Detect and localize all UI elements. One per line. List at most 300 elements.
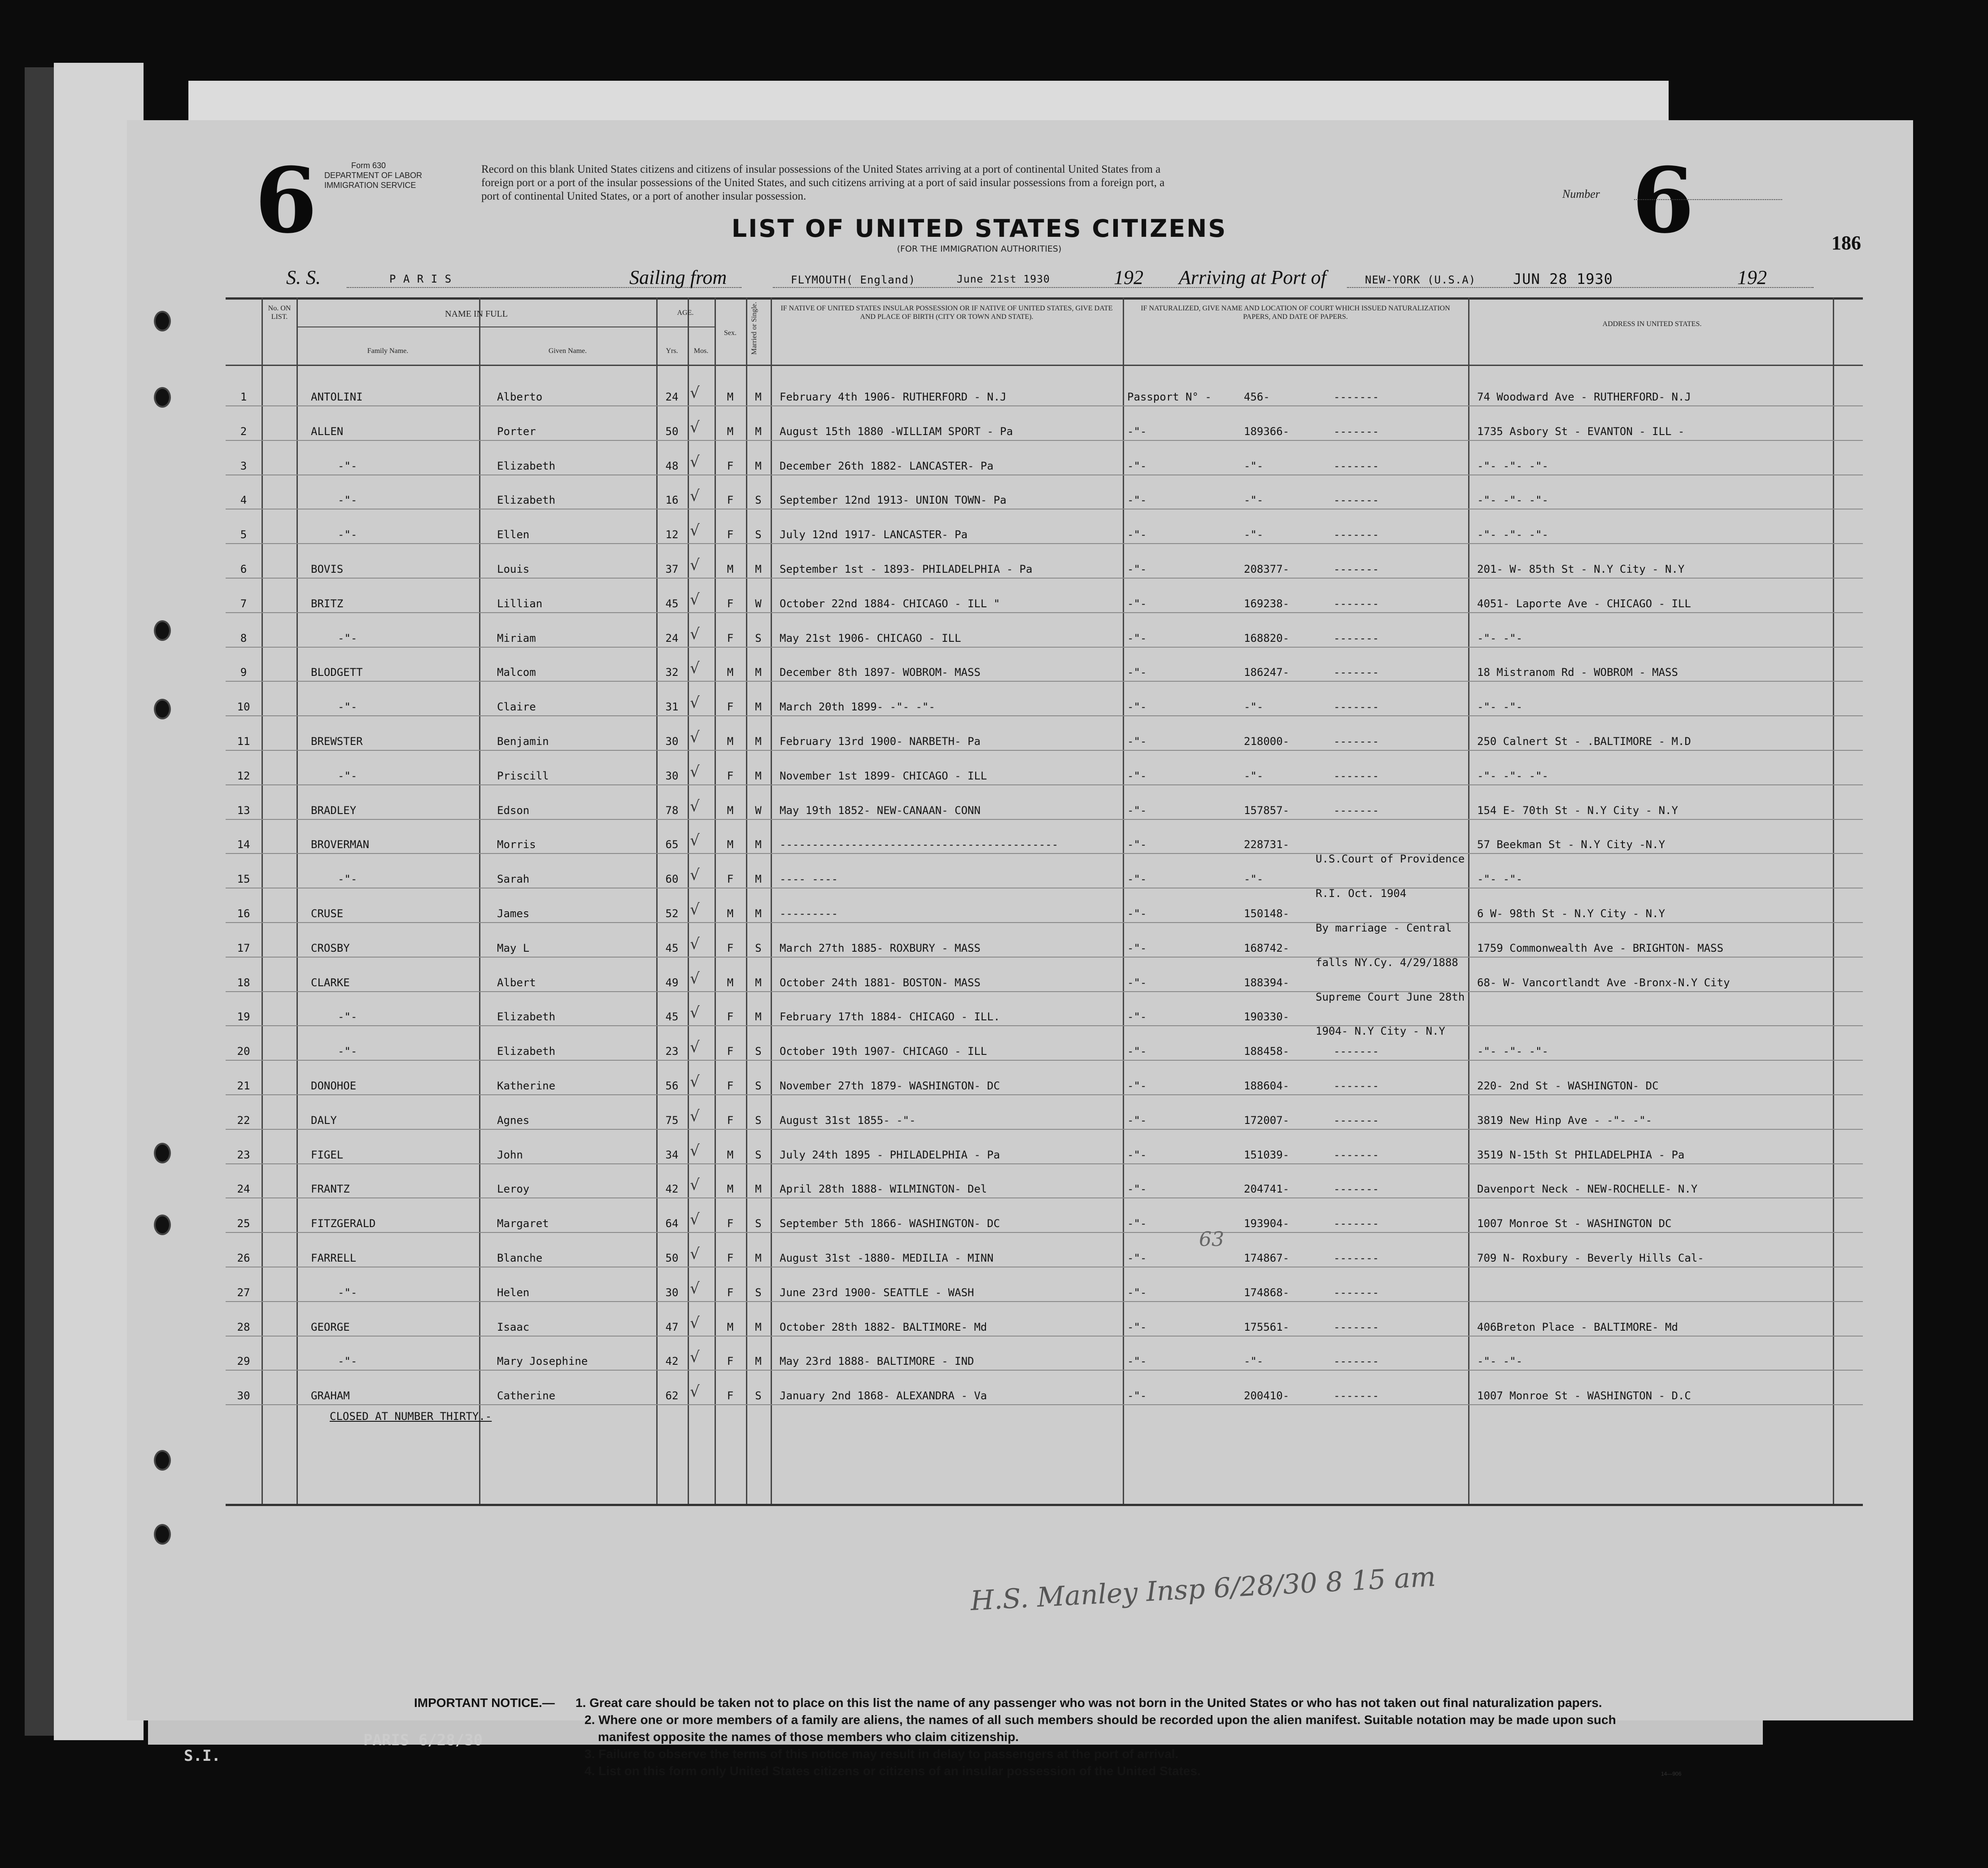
cell-pass: -"-: [1127, 1148, 1147, 1161]
cell-court: -------: [1334, 701, 1379, 714]
cell-birth: February 17th 1884- CHICAGO - ILL.: [780, 1010, 1000, 1023]
cell-paper: -"-: [1244, 494, 1264, 507]
header-given-name: Given Name.: [548, 347, 587, 355]
form-id: Form 630: [351, 161, 386, 170]
cell-no: 18: [237, 976, 250, 989]
arrival-date: JUN 28 1930: [1513, 270, 1613, 287]
cell-no: 21: [237, 1080, 250, 1092]
cell-family: BLODGETT: [311, 666, 363, 679]
cell-sex: F: [727, 1010, 734, 1023]
cell-paper: -"-: [1244, 873, 1264, 886]
cell-ms: M: [755, 838, 762, 851]
cell-paper: 188394-: [1244, 976, 1290, 989]
row-divider: [226, 612, 1863, 613]
cell-given: Elizabeth: [497, 459, 556, 472]
cell-given: Claire: [497, 701, 536, 714]
cell-no: 20: [237, 1045, 250, 1058]
cell-pass: -"-: [1127, 425, 1147, 438]
cell-age: 16: [665, 494, 679, 507]
cell-age: 12: [665, 528, 679, 541]
cell-ms: M: [755, 666, 762, 679]
cell-no: 3: [240, 459, 247, 472]
cell-age: 23: [665, 1045, 679, 1058]
row-divider: [226, 853, 1863, 854]
cell-ms: S: [755, 631, 762, 644]
form-code: 14—906: [1661, 1771, 1682, 1777]
row-divider: [226, 1370, 1863, 1371]
cell-family: ANTOLINI: [311, 391, 363, 403]
cell-given: Edson: [497, 804, 530, 817]
cell-address: 154 E- 70th St - N.Y City - N.Y: [1477, 804, 1678, 817]
header-family-name: Family Name.: [367, 347, 409, 355]
cell-no: 7: [240, 597, 247, 610]
cell-paper: 188458-: [1244, 1045, 1290, 1058]
cell-family: DONOHOE: [311, 1080, 357, 1092]
cell-address: 4051- Laporte Ave - CHICAGO - ILL: [1477, 597, 1691, 610]
ss-label: S. S.: [286, 266, 321, 288]
cell-pass: -"-: [1127, 459, 1147, 472]
cell-ms: S: [755, 1045, 762, 1058]
cell-pass: -"-: [1127, 1252, 1147, 1264]
cell-family: FARRELL: [311, 1252, 357, 1264]
cell-court: -------: [1334, 1286, 1379, 1299]
cell-court: falls NY.Cy. 4/29/1888: [1316, 956, 1458, 969]
header-name-in-full: NAME IN FULL: [445, 309, 508, 319]
cell-no: 25: [237, 1217, 250, 1230]
col-border: [296, 297, 298, 1504]
form-id-block: [324, 161, 422, 190]
cell-no: 15: [237, 873, 250, 886]
cell-court: -------: [1334, 1320, 1379, 1333]
cell-family: BREWSTER: [311, 735, 363, 748]
cell-family: -"-: [338, 701, 357, 714]
year-suffix-1: 192: [1114, 266, 1143, 288]
row-divider: [226, 1336, 1863, 1337]
row-divider: [226, 957, 1863, 958]
cell-address: -"- -"- -"-: [1477, 1045, 1548, 1058]
cell-court: -------: [1334, 391, 1379, 403]
cell-court: -------: [1334, 563, 1379, 575]
service: IMMIGRATION SERVICE: [324, 181, 416, 190]
cell-age: 42: [665, 1183, 679, 1196]
cell-court: -------: [1334, 1114, 1379, 1127]
cell-family: CLARKE: [311, 976, 350, 989]
cell-sex: F: [727, 941, 734, 954]
punch-hole: [154, 620, 171, 641]
cell-court: -------: [1334, 1355, 1379, 1368]
punch-hole: [154, 387, 171, 408]
cell-birth: November 27th 1879- WASHINGTON- DC: [780, 1080, 1000, 1092]
check-mark: √: [690, 901, 700, 919]
cell-age: 45: [665, 597, 679, 610]
header-age: AGE.: [677, 309, 694, 317]
cell-birth: September 12nd 1913- UNION TOWN- Pa: [780, 494, 1007, 507]
cell-sex: F: [727, 701, 734, 714]
cell-family: -"-: [338, 528, 357, 541]
cell-family: -"-: [338, 1010, 357, 1023]
check-mark: √: [690, 1383, 700, 1401]
cell-family: BROVERMAN: [311, 838, 370, 851]
cell-birth: October 19th 1907- CHICAGO - ILL: [780, 1045, 987, 1058]
cell-ms: M: [755, 1252, 762, 1264]
cell-paper: -"-: [1244, 769, 1264, 782]
closed-note: CLOSED AT NUMBER THIRTY.-: [330, 1410, 492, 1423]
cell-paper: -"-: [1244, 528, 1264, 541]
cell-pass: -"-: [1127, 631, 1147, 644]
cell-sex: M: [727, 907, 734, 920]
cell-family: FIGEL: [311, 1148, 344, 1161]
cell-court: -------: [1334, 769, 1379, 782]
bottom-strip-left: S.I.: [184, 1747, 221, 1765]
cell-ms: M: [755, 563, 762, 575]
cell-family: -"-: [338, 873, 357, 886]
cell-court: -------: [1334, 1252, 1379, 1264]
cell-ms: M: [755, 1320, 762, 1333]
cell-given: May L: [497, 941, 530, 954]
cell-court: -------: [1334, 735, 1379, 748]
cell-paper: 189366-: [1244, 425, 1290, 438]
cell-age: 78: [665, 804, 679, 817]
cell-birth: January 2nd 1868- ALEXANDRA - Va: [780, 1389, 987, 1402]
cell-family: GRAHAM: [311, 1389, 350, 1402]
inspector-signature: H.S. Manley Insp 6/28/30 8 15 am: [969, 1561, 1437, 1617]
row-divider: [226, 681, 1863, 682]
cell-age: 62: [665, 1389, 679, 1402]
cell-age: 30: [665, 735, 679, 748]
cell-address: 18 Mistranom Rd - WOBROM - MASS: [1477, 666, 1678, 679]
cell-birth: May 23rd 1888- BALTIMORE - IND: [780, 1355, 974, 1368]
cell-paper: 174868-: [1244, 1286, 1290, 1299]
cell-age: 49: [665, 976, 679, 989]
cell-court: -------: [1334, 1217, 1379, 1230]
notice-line: 2. Where one or more members of a family are aliens, the names of all such members should be recorded upon the alien manifest. Suitable notation may be made upon such: [584, 1713, 1616, 1727]
row-divider: [226, 543, 1863, 544]
cell-pass: -"-: [1127, 1010, 1147, 1023]
cell-address: 406Breton Place - BALTIMORE- Md: [1477, 1320, 1678, 1333]
check-mark: √: [690, 522, 700, 540]
cell-ms: M: [755, 391, 762, 403]
check-mark: √: [690, 1038, 700, 1057]
cell-court: -------: [1334, 1045, 1379, 1058]
cell-pass: -"-: [1127, 769, 1147, 782]
cell-ms: M: [755, 907, 762, 920]
cell-birth: April 28th 1888- WILMINGTON- Del: [780, 1183, 987, 1196]
cell-given: Malcom: [497, 666, 536, 679]
cell-pass: -"-: [1127, 838, 1147, 851]
record-line: foreign port or a port of the insular possessions of the United States, and such citizens arriving at a port of said insular possessions from a foreign port, a: [481, 177, 1165, 189]
cell-ms: S: [755, 1114, 762, 1127]
cell-address: Davenport Neck - NEW-ROCHELLE- N.Y: [1477, 1183, 1698, 1196]
cell-address: 6 W- 98th St - N.Y City - N.Y: [1477, 907, 1665, 920]
cell-family: FRANTZ: [311, 1183, 350, 1196]
cell-no: 11: [237, 735, 250, 748]
check-mark: √: [690, 866, 700, 884]
cell-no: 19: [237, 1010, 250, 1023]
cell-no: 4: [240, 494, 247, 507]
record-line: Record on this blank United States citizens and citizens of insular possessions of the United States arriving at a port of continental United States from a: [481, 163, 1161, 175]
cell-paper: 218000-: [1244, 735, 1290, 748]
cell-family: -"-: [338, 494, 357, 507]
cell-address: -"- -"- -"-: [1477, 459, 1548, 472]
cell-ms: S: [755, 1286, 762, 1299]
cell-sex: F: [727, 597, 734, 610]
cell-court: U.S.Court of Providence: [1316, 853, 1465, 866]
cell-age: 31: [665, 701, 679, 714]
notice-label: IMPORTANT NOTICE.—: [414, 1696, 555, 1710]
row-divider: [226, 440, 1863, 441]
cell-sex: F: [727, 769, 734, 782]
col-border: [1833, 297, 1834, 1504]
cell-address: 201- W- 85th St - N.Y City - N.Y: [1477, 563, 1685, 575]
cell-court: -------: [1334, 528, 1379, 541]
cell-age: 64: [665, 1217, 679, 1230]
cell-sex: M: [727, 666, 734, 679]
punch-hole: [154, 1524, 171, 1545]
cell-family: ALLEN: [311, 425, 344, 438]
year-suffix-2: 192: [1737, 266, 1767, 288]
cell-court: R.I. Oct. 1904: [1316, 887, 1407, 900]
cell-no: 13: [237, 804, 250, 817]
cell-birth: March 20th 1899- -"- -"-: [780, 701, 935, 714]
cell-given: Lillian: [497, 597, 543, 610]
cell-ms: S: [755, 528, 762, 541]
cell-paper: 157857-: [1244, 804, 1290, 817]
row-divider: [226, 750, 1863, 751]
cell-ms: M: [755, 735, 762, 748]
check-mark: √: [690, 694, 700, 712]
cell-court: -------: [1334, 425, 1379, 438]
arrival-port: NEW-YORK (U.S.A): [1365, 274, 1476, 286]
cell-paper: 150148-: [1244, 907, 1290, 920]
cell-paper: 208377-: [1244, 563, 1290, 575]
cell-paper: -"-: [1244, 701, 1264, 714]
cell-address: 68- W- Vancortlandt Ave -Bronx-N.Y City: [1477, 976, 1730, 989]
cell-birth: July 24th 1895 - PHILADELPHIA - Pa: [780, 1148, 1000, 1161]
cell-pass: -"-: [1127, 735, 1147, 748]
punch-hole: [154, 1215, 171, 1235]
cell-sex: F: [727, 1355, 734, 1368]
cell-no: 2: [240, 425, 247, 438]
cell-age: 32: [665, 666, 679, 679]
cell-address: 709 N- Roxbury - Beverly Hills Cal-: [1477, 1252, 1704, 1264]
cell-sex: M: [727, 804, 734, 817]
row-divider: [226, 922, 1863, 923]
cell-pass: -"-: [1127, 563, 1147, 575]
cell-given: Albert: [497, 976, 536, 989]
cell-sex: F: [727, 1114, 734, 1127]
cell-sex: M: [727, 838, 734, 851]
page-title: LIST OF UNITED STATES CITIZENS: [731, 214, 1227, 243]
check-mark: √: [690, 1004, 700, 1022]
cell-given: Agnes: [497, 1114, 530, 1127]
row-divider: [226, 991, 1863, 992]
cell-paper: 175561-: [1244, 1320, 1290, 1333]
check-mark: √: [690, 1348, 700, 1367]
cell-sex: M: [727, 976, 734, 989]
cell-pass: -"-: [1127, 1080, 1147, 1092]
cell-pass: -"-: [1127, 1286, 1147, 1299]
cell-family: -"-: [338, 631, 357, 644]
cell-no: 5: [240, 528, 247, 541]
cell-paper: 456-: [1244, 391, 1270, 403]
cell-address: 1007 Monroe St - WASHINGTON DC: [1477, 1217, 1672, 1230]
row-divider: [226, 1094, 1863, 1095]
margin-note: 63: [1199, 1228, 1224, 1251]
cell-ms: W: [755, 597, 762, 610]
cell-no: 24: [237, 1183, 250, 1196]
record-instructions: [481, 163, 1639, 203]
check-mark: √: [690, 659, 700, 678]
cell-given: Helen: [497, 1286, 530, 1299]
cell-paper: -"-: [1244, 459, 1264, 472]
cell-given: Elizabeth: [497, 494, 556, 507]
cell-paper: 190330-: [1244, 1010, 1290, 1023]
cell-ms: M: [755, 769, 762, 782]
cell-age: 34: [665, 1148, 679, 1161]
cell-court: -------: [1334, 666, 1379, 679]
cell-birth: September 5th 1866- WASHINGTON- DC: [780, 1217, 1000, 1230]
row-divider: [226, 1129, 1863, 1130]
cell-age: 60: [665, 873, 679, 886]
cell-ms: S: [755, 1217, 762, 1230]
cell-birth: December 8th 1897- WOBROM- MASS: [780, 666, 981, 679]
check-mark: √: [690, 1210, 700, 1229]
cell-court: 1904- N.Y City - N.Y: [1316, 1025, 1445, 1038]
cell-given: Alberto: [497, 391, 543, 403]
cell-sex: M: [727, 563, 734, 575]
cell-given: Porter: [497, 425, 536, 438]
cell-sex: F: [727, 1080, 734, 1092]
col-border: [1468, 297, 1469, 1504]
cell-birth: ---------: [780, 907, 838, 920]
cell-no: 30: [237, 1389, 250, 1402]
header-address: ADDRESS IN UNITED STATES.: [1602, 320, 1702, 328]
cell-paper: 174867-: [1244, 1252, 1290, 1264]
cell-given: Morris: [497, 838, 536, 851]
header-mos: Mos.: [693, 347, 709, 355]
cell-pass: -"-: [1127, 873, 1147, 886]
check-mark: √: [690, 1176, 700, 1194]
table-bottom-border: [226, 1504, 1863, 1506]
cell-birth: October 22nd 1884- CHICAGO - ILL ": [780, 597, 1000, 610]
cell-no: 22: [237, 1114, 250, 1127]
cell-pass: -"-: [1127, 804, 1147, 817]
punch-hole: [154, 1143, 171, 1163]
col-border: [771, 297, 772, 1504]
cell-no: 1: [240, 391, 247, 403]
cell-pass: -"-: [1127, 1183, 1147, 1196]
cell-address: -"- -"-: [1477, 631, 1523, 644]
cell-pass: -"-: [1127, 941, 1147, 954]
cell-no: 6: [240, 563, 247, 575]
row-divider: [226, 578, 1863, 579]
cell-ms: M: [755, 1355, 762, 1368]
cell-birth: May 21st 1906- CHICAGO - ILL: [780, 631, 961, 644]
cell-age: 45: [665, 941, 679, 954]
cell-sex: F: [727, 1286, 734, 1299]
cell-no: 29: [237, 1355, 250, 1368]
cell-birth: -------------------------------------------: [780, 838, 1059, 851]
col-border: [262, 297, 263, 1504]
cell-pass: -"-: [1127, 597, 1147, 610]
cell-address: -"- -"-: [1477, 1355, 1523, 1368]
cell-family: -"-: [338, 1045, 357, 1058]
cell-ms: M: [755, 1010, 762, 1023]
row-divider: [226, 1025, 1863, 1026]
cell-sex: F: [727, 631, 734, 644]
cell-family: -"-: [338, 1355, 357, 1368]
sailing-date: June 21st 1930: [957, 274, 1050, 285]
record-line: port of continental United States, or a port of another insular possession.: [481, 190, 807, 202]
check-mark: √: [690, 590, 700, 609]
cell-birth: March 27th 1885- ROXBURY - MASS: [780, 941, 981, 954]
check-mark: √: [690, 832, 700, 850]
cell-pass: -"-: [1127, 1114, 1147, 1127]
cell-age: 65: [665, 838, 679, 851]
cell-ms: M: [755, 701, 762, 714]
cell-sex: M: [727, 735, 734, 748]
form-number-left: 6: [255, 148, 318, 253]
cell-family: GEORGE: [311, 1320, 350, 1333]
cell-age: 24: [665, 391, 679, 403]
cell-ms: S: [755, 494, 762, 507]
cell-no: 28: [237, 1320, 250, 1333]
punch-hole: [154, 699, 171, 719]
cell-address: 1759 Commonwealth Ave - BRIGHTON- MASS: [1477, 941, 1724, 954]
row-divider: [226, 1163, 1863, 1164]
cell-birth: ---- ----: [780, 873, 838, 886]
cell-age: 52: [665, 907, 679, 920]
cell-birth: June 23rd 1900- SEATTLE - WASH: [780, 1286, 974, 1299]
check-mark: √: [690, 487, 700, 505]
check-mark: √: [690, 625, 700, 643]
cell-sex: F: [727, 873, 734, 886]
cell-paper: 204741-: [1244, 1183, 1290, 1196]
cell-paper: 188604-: [1244, 1080, 1290, 1092]
cell-address: -"- -"- -"-: [1477, 528, 1548, 541]
col-border: [1123, 297, 1124, 1504]
cell-paper: 186247-: [1244, 666, 1290, 679]
cell-no: 17: [237, 941, 250, 954]
cell-address: -"- -"-: [1477, 873, 1523, 886]
cell-pass: -"-: [1127, 701, 1147, 714]
cell-sex: F: [727, 528, 734, 541]
row-divider: [226, 1404, 1863, 1405]
cell-sex: F: [727, 1045, 734, 1058]
cell-ms: M: [755, 1183, 762, 1196]
row-divider: [226, 405, 1863, 406]
cell-pass: -"-: [1127, 494, 1147, 507]
cell-no: 26: [237, 1252, 250, 1264]
cell-ms: W: [755, 804, 762, 817]
cell-no: 12: [237, 769, 250, 782]
header-sex: Sex.: [724, 329, 737, 337]
check-mark: √: [690, 384, 700, 402]
cell-ms: M: [755, 425, 762, 438]
cell-pass: -"-: [1127, 666, 1147, 679]
cell-sex: M: [727, 1183, 734, 1196]
number-line: [1634, 199, 1782, 200]
cell-sex: F: [727, 1252, 734, 1264]
punch-hole: [154, 1450, 171, 1471]
row-divider: [226, 1232, 1863, 1233]
cell-paper: 169238-: [1244, 597, 1290, 610]
ship-name: P A R I S: [389, 273, 452, 285]
sailing-line: [773, 287, 1221, 288]
col-border: [688, 297, 689, 1504]
row-divider: [226, 819, 1863, 820]
cell-paper: 168820-: [1244, 631, 1290, 644]
